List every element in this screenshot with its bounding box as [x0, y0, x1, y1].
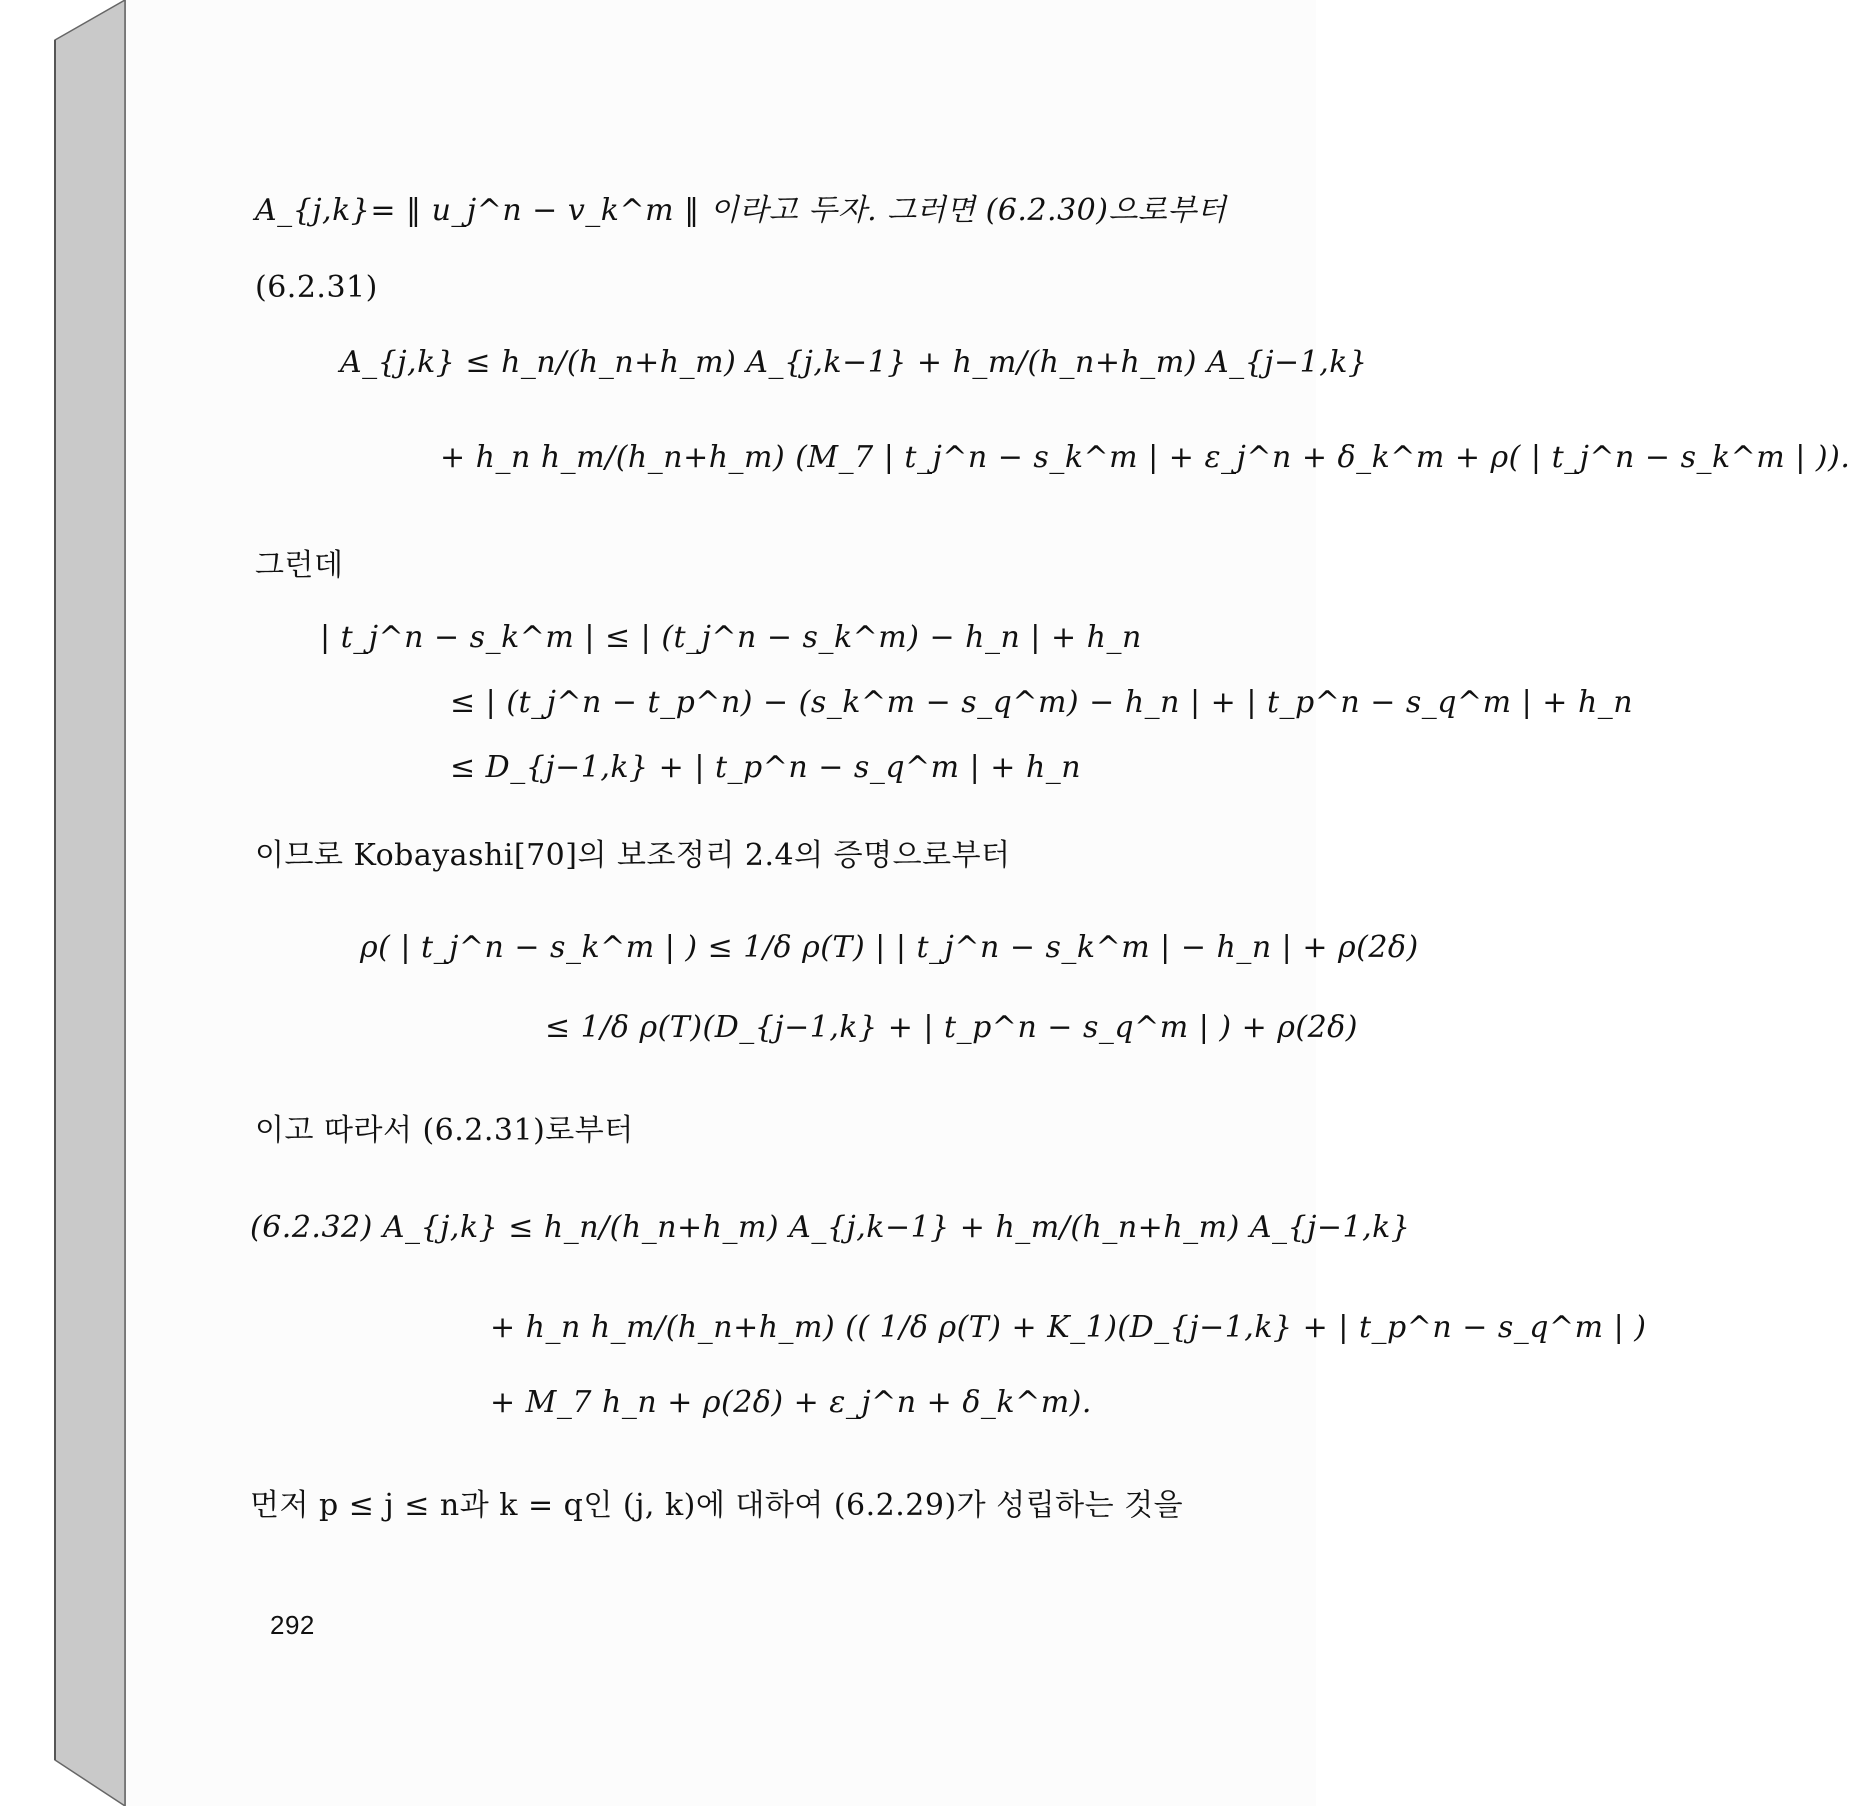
equation-6-2-31-line-2: + h_n h_m/(h_n+h_m) (M_7 | t_j^n − s_k^m | + ε_j^n + δ_k^m + ρ( | t_j^n − s_k^m | )).: [440, 440, 1850, 475]
equation-6-2-32-line-1: (6.2.32) A_{j,k} ≤ h_n/(h_n+h_m) A_{j,k−1} + h_m/(h_n+h_m) A_{j−1,k}: [250, 1210, 1411, 1245]
book-spine: [55, 0, 125, 1806]
equation-6-2-32-line-2: + h_n h_m/(h_n+h_m) (( 1/δ ρ(T) + K_1)(D_{j−1,k} + | t_p^n − s_q^m | ): [490, 1310, 1647, 1345]
inequality-line-3: ≤ D_{j−1,k} + | t_p^n − s_q^m | + h_n: [450, 750, 1082, 785]
equation-label-6-2-31: (6.2.31): [255, 270, 378, 305]
inequality-line-1: | t_j^n − s_k^m | ≤ | (t_j^n − s_k^m) − h_n | + h_n: [320, 620, 1142, 655]
text-line-2: 그런데: [255, 548, 344, 583]
page-number: 292: [270, 1610, 315, 1640]
text-line-4: 이고 따라서 (6.2.31)로부터: [255, 1113, 634, 1148]
inequality-line-2: ≤ | (t_j^n − t_p^n) − (s_k^m − s_q^m) − h_n | + | t_p^n − s_q^m | + h_n: [450, 685, 1634, 720]
equation-6-2-31-line-1: A_{j,k} ≤ h_n/(h_n+h_m) A_{j,k−1} + h_m/(h_n+h_m) A_{j−1,k}: [340, 345, 1368, 380]
text-line-3: 이므로 Kobayashi[70]의 보조정리 2.4의 증명으로부터: [255, 838, 1011, 873]
text-line-5: 먼저 p ≤ j ≤ n과 k = q인 (j, k)에 대하여 (6.2.29)가 성립하는 것을: [250, 1488, 1184, 1523]
rho-inequality-line-2: ≤ 1/δ ρ(T)(D_{j−1,k} + | t_p^n − s_q^m | ) + ρ(2δ): [545, 1010, 1358, 1045]
rho-inequality-line-1: ρ( | t_j^n − s_k^m | ) ≤ 1/δ ρ(T) | | t_j^n − s_k^m | − h_n | + ρ(2δ): [360, 930, 1419, 965]
text-line-1: A_{j,k}= ‖ u_j^n − v_k^m ‖ 이라고 두자. 그러면 (6.2.30)으로부터: [255, 193, 1227, 228]
equation-6-2-32-line-3: + M_7 h_n + ρ(2δ) + ε_j^n + δ_k^m).: [490, 1385, 1092, 1420]
